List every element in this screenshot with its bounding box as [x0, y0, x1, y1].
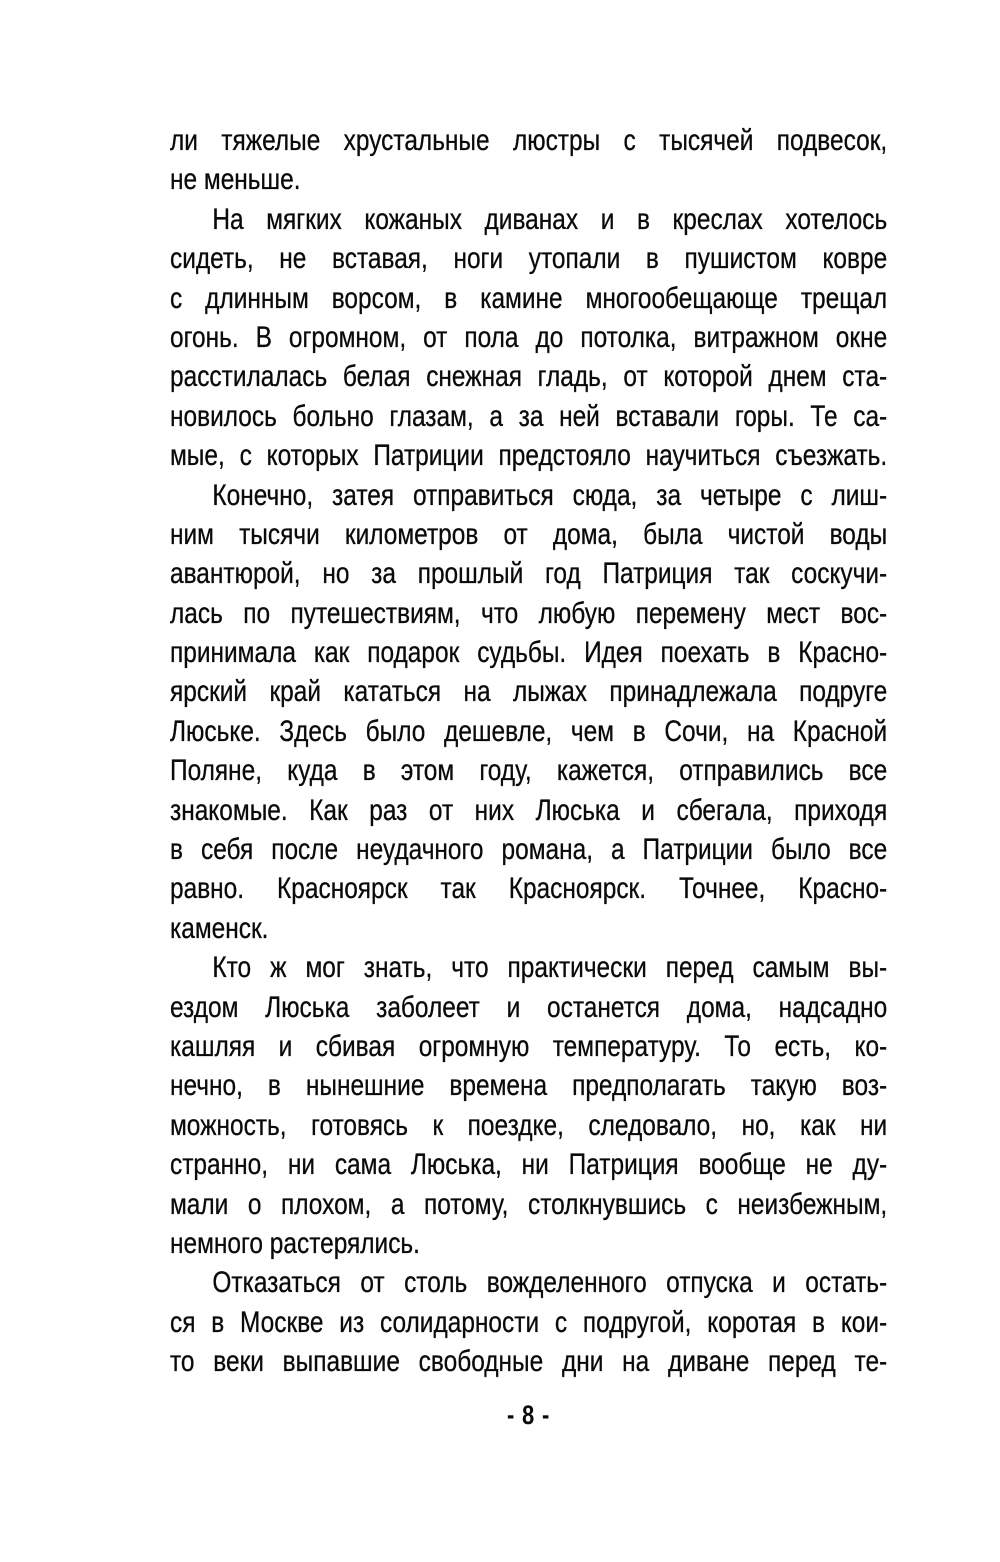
text-line: На мягких кожаных диванах и в креслах хотелось	[212, 202, 888, 236]
text-line: ярский край кататься на лыжах принадлежала подруге	[170, 675, 888, 709]
text-line: принимала как подарок судьбы. Идея поехать в Красно-	[170, 636, 888, 670]
text-line: равно. Красноярск так Красноярск. Точнее, Красно-	[170, 872, 888, 906]
text-line: странно, ни сама Люська, ни Патриция вообще не ду-	[170, 1148, 888, 1182]
text-line: Люське. Здесь было дешевле, чем в Сочи, на Красной	[170, 714, 888, 748]
text-line: Кто ж мог знать, что практически перед самым вы-	[212, 951, 888, 985]
text-line: мали о плохом, а потому, столкнувшись с неизбежным,	[170, 1187, 888, 1221]
text-line: кашляя и сбивая огромную температуру. То есть, ко-	[170, 1029, 888, 1063]
text-line: ся в Москве из солидарности с подругой, коротая в кои-	[170, 1305, 888, 1339]
text-line: расстилалась белая снежная гладь, от которой днем ста-	[170, 360, 888, 394]
text-line: Отказаться от столь вожделенного отпуска и остать-	[212, 1266, 888, 1300]
text-line: лась по путешествиям, что любую перемену мест вос-	[170, 596, 888, 630]
text-line: каменск.	[170, 911, 269, 945]
text-line: мые, с которых Патриции предстояло научиться съезжать.	[170, 439, 888, 473]
text-line: немного растерялись.	[170, 1226, 420, 1260]
text-line: ездом Люська заболеет и останется дома, надсадно	[170, 990, 888, 1024]
text-line: ли тяжелые хрустальные люстры с тысячей подвесок,	[170, 124, 888, 157]
page-number: - 8 -	[506, 1399, 551, 1430]
text-line: Конечно, затея отправиться сюда, за четыре с лиш-	[212, 478, 888, 512]
page-text	[170, 121, 887, 1430]
text-line: то веки выпавшие свободные дни на диване перед те-	[170, 1345, 888, 1379]
text-line: Поляне, куда в этом году, кажется, отправились все	[170, 754, 888, 788]
text-line: в себя после неудачного романа, а Патриции было все	[170, 833, 888, 867]
text-line: знакомые. Как раз от них Люська и сбегала, приходя	[170, 793, 888, 827]
text-line: можность, готовясь к поездке, следовало, но, как ни	[170, 1108, 888, 1142]
text-line: огонь. В огромном, от пола до потолка, витражном окне	[170, 320, 888, 354]
text-line: не меньше.	[170, 163, 301, 197]
text-line: авантюрой, но за прошлый год Патриция так соскучи-	[170, 557, 888, 591]
text-line: с длинным ворсом, в камине многообещающе трещал	[170, 281, 888, 315]
text-line: ним тысячи километров от дома, была чистой воды	[170, 517, 888, 551]
text-line: нечно, в нынешние времена предполагать такую воз-	[170, 1069, 888, 1103]
text-line: сидеть, не вставая, ноги утопали в пушистом ковре	[170, 242, 888, 276]
text-line: новилось больно глазам, а за ней вставали горы. Те са-	[170, 399, 888, 433]
